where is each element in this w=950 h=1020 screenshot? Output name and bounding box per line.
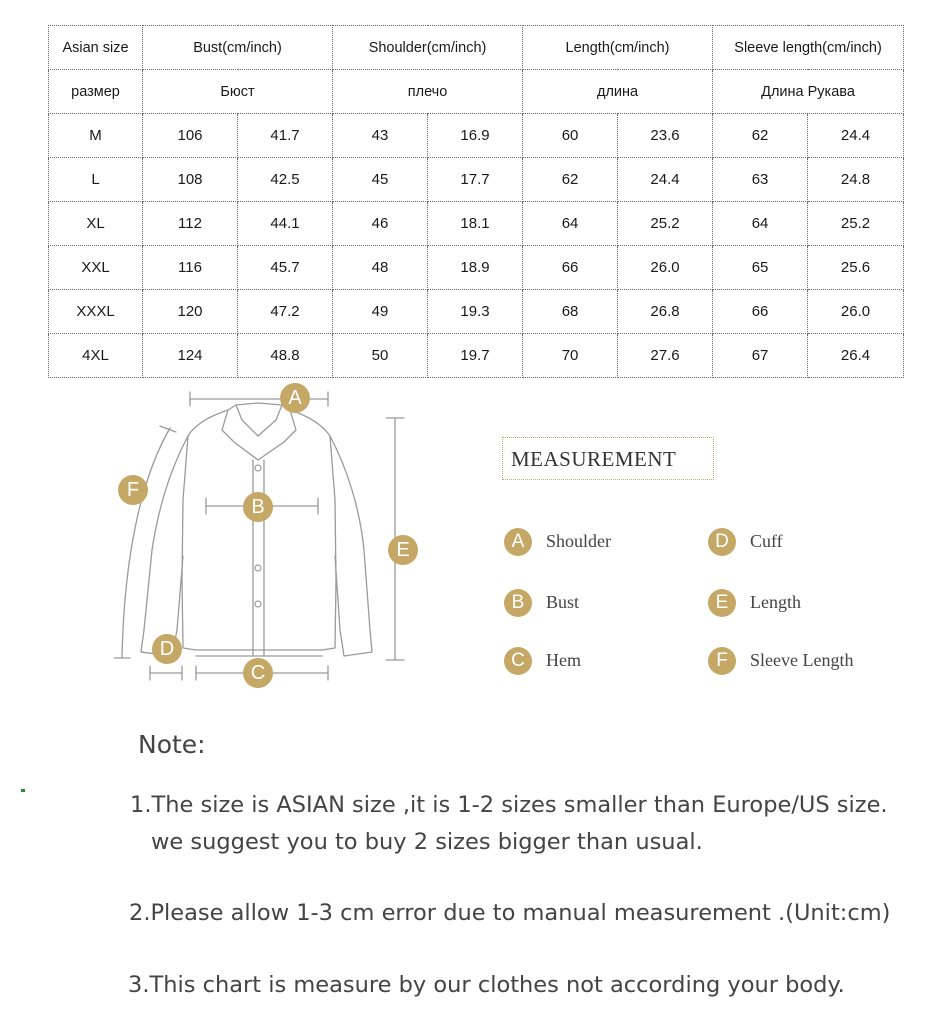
shoulder-inch: 18.9 xyxy=(428,246,523,290)
sleeve-inch: 25.6 xyxy=(808,246,904,290)
sleeve-inch: 24.4 xyxy=(808,114,904,158)
badge-d: D xyxy=(152,634,182,664)
length-cm: 66 xyxy=(523,246,618,290)
length-inch: 23.6 xyxy=(618,114,713,158)
sleeve-inch: 24.8 xyxy=(808,158,904,202)
legend-label: Hem xyxy=(546,650,581,670)
shoulder-cm: 49 xyxy=(333,290,428,334)
legend-label: Sleeve Length xyxy=(750,650,854,670)
legend-label: Shoulder xyxy=(546,531,611,551)
bust-cm: 112 xyxy=(143,202,238,246)
sleeve-cm: 67 xyxy=(713,334,808,378)
header-bust: Bust(cm/inch) xyxy=(143,26,333,70)
bust-cm: 108 xyxy=(143,158,238,202)
length-cm: 64 xyxy=(523,202,618,246)
table-header-row-ru xyxy=(49,70,904,114)
shoulder-inch: 18.1 xyxy=(428,202,523,246)
size-cell: XL xyxy=(49,202,143,246)
table-row xyxy=(49,246,904,290)
legend-badge: F xyxy=(708,647,736,675)
table-row xyxy=(49,114,904,158)
length-inch: 26.8 xyxy=(618,290,713,334)
bust-cm: 120 xyxy=(143,290,238,334)
badge-b: B xyxy=(243,492,273,522)
measurement-title: MEASUREMENT xyxy=(502,437,714,480)
header-length-ru: длина xyxy=(523,70,713,114)
note-line-1b: we suggest you to buy 2 sizes bigger than usual. xyxy=(151,829,703,855)
length-cm: 62 xyxy=(523,158,618,202)
length-cm: 68 xyxy=(523,290,618,334)
note-line-3: 3.This chart is measure by our clothes not according your body. xyxy=(128,972,845,998)
length-cm: 70 xyxy=(523,334,618,378)
legend-badge: C xyxy=(504,647,532,675)
legend-label: Bust xyxy=(546,592,580,612)
header-asian-size: Asian size xyxy=(49,26,143,70)
shoulder-cm: 48 xyxy=(333,246,428,290)
sleeve-cm: 62 xyxy=(713,114,808,158)
shoulder-cm: 43 xyxy=(333,114,428,158)
table-row xyxy=(49,290,904,334)
legend-badge: D xyxy=(708,528,736,556)
header-shoulder: Shoulder(cm/inch) xyxy=(333,26,523,70)
badge-c: C xyxy=(243,658,273,688)
bust-inch: 45.7 xyxy=(238,246,333,290)
size-cell: L xyxy=(49,158,143,202)
sleeve-inch: 26.0 xyxy=(808,290,904,334)
shoulder-cm: 50 xyxy=(333,334,428,378)
shoulder-cm: 46 xyxy=(333,202,428,246)
bust-inch: 48.8 xyxy=(238,334,333,378)
sleeve-cm: 66 xyxy=(713,290,808,334)
table-row xyxy=(49,334,904,378)
bust-inch: 44.1 xyxy=(238,202,333,246)
shirt-diagram xyxy=(0,380,470,700)
size-cell: M xyxy=(49,114,143,158)
shoulder-cm: 45 xyxy=(333,158,428,202)
bust-cm: 106 xyxy=(143,114,238,158)
shoulder-inch: 19.7 xyxy=(428,334,523,378)
length-inch: 25.2 xyxy=(618,202,713,246)
size-cell: 4XL xyxy=(49,334,143,378)
header-bust-ru: Бюст xyxy=(143,70,333,114)
decorative-dot xyxy=(21,789,25,792)
table-header-row xyxy=(49,26,904,70)
header-size-ru: размер xyxy=(49,70,143,114)
shoulder-inch: 17.7 xyxy=(428,158,523,202)
legend-label: Length xyxy=(750,592,801,612)
table-row xyxy=(49,202,904,246)
header-sleeve-length: Sleeve length(cm/inch) xyxy=(713,26,904,70)
shoulder-inch: 16.9 xyxy=(428,114,523,158)
header-sleeve-ru: Длина Рукава xyxy=(713,70,904,114)
bust-inch: 47.2 xyxy=(238,290,333,334)
sleeve-cm: 63 xyxy=(713,158,808,202)
sleeve-inch: 26.4 xyxy=(808,334,904,378)
length-inch: 26.0 xyxy=(618,246,713,290)
legend-badge: E xyxy=(708,589,736,617)
badge-f: F xyxy=(118,475,148,505)
legend-label: Cuff xyxy=(750,531,783,551)
bust-cm: 116 xyxy=(143,246,238,290)
length-inch: 24.4 xyxy=(618,158,713,202)
badge-e: E xyxy=(388,535,418,565)
length-cm: 60 xyxy=(523,114,618,158)
header-shoulder-ru: плечо xyxy=(333,70,523,114)
badge-a: A xyxy=(280,383,310,413)
table-row xyxy=(49,158,904,202)
sleeve-cm: 64 xyxy=(713,202,808,246)
legend-badge: A xyxy=(504,528,532,556)
bust-cm: 124 xyxy=(143,334,238,378)
note-line-1: 1.The size is ASIAN size ,it is 1-2 sizes smaller than Europe/US size. xyxy=(130,792,888,818)
bust-inch: 41.7 xyxy=(238,114,333,158)
size-cell: XXXL xyxy=(49,290,143,334)
size-cell: XXL xyxy=(49,246,143,290)
size-chart-table xyxy=(48,25,904,378)
sleeve-cm: 65 xyxy=(713,246,808,290)
sleeve-inch: 25.2 xyxy=(808,202,904,246)
length-inch: 27.6 xyxy=(618,334,713,378)
note-title: Note: xyxy=(138,730,206,759)
shoulder-inch: 19.3 xyxy=(428,290,523,334)
note-line-2: 2.Please allow 1-3 cm error due to manual measurement .(Unit:cm) xyxy=(129,900,891,926)
header-length: Length(cm/inch) xyxy=(523,26,713,70)
legend-badge: B xyxy=(504,589,532,617)
bust-inch: 42.5 xyxy=(238,158,333,202)
